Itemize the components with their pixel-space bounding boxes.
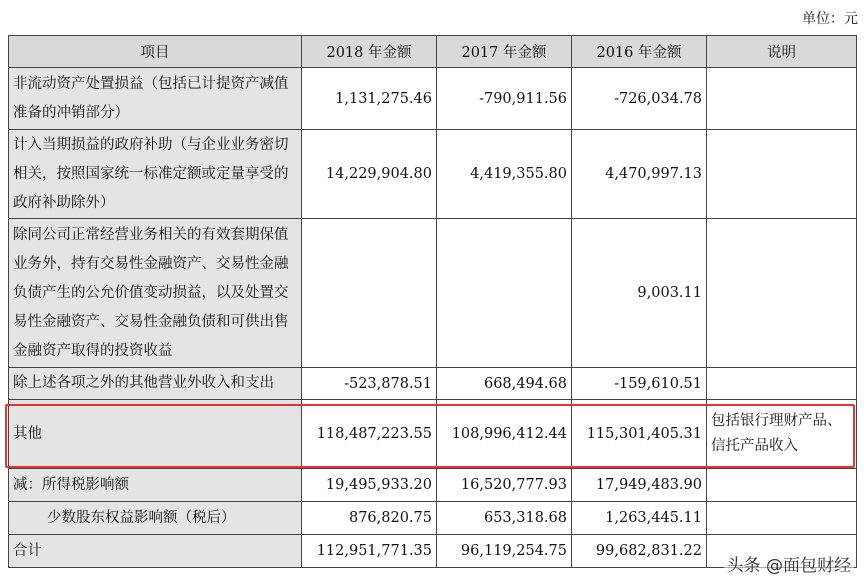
row-value-2016: 99,682,831.22: [572, 535, 707, 568]
table-row: [9, 469, 857, 502]
header-item: 项目: [9, 36, 302, 68]
row-value-2017: 653,318.68: [437, 502, 572, 535]
row-value-2016: 115,301,405.31: [572, 400, 707, 469]
watermark: 头条 @面包财经: [724, 550, 854, 577]
row-value-2017: [437, 219, 572, 368]
row-value-2018: [302, 219, 437, 368]
non-recurring-gains-table: [8, 35, 857, 568]
row-value-2016: 9,003.11: [572, 219, 707, 368]
row-note: [707, 368, 857, 400]
row-note: [707, 219, 857, 368]
row-value-2018: 1,131,275.46: [302, 68, 437, 130]
row-value-2017: 108,996,412.44: [437, 400, 572, 469]
row-note: [707, 469, 857, 502]
table-row: [9, 502, 857, 535]
row-value-2018: 118,487,223.55: [302, 400, 437, 469]
row-note: [707, 502, 857, 535]
row-value-2017: 4,419,355.80: [437, 130, 572, 219]
row-item: 非流动资产处置损益（包括已计提资产减值准备的冲销部分）: [9, 68, 302, 130]
row-value-2016: 17,949,483.90: [572, 469, 707, 502]
row-item: 合计: [9, 535, 302, 568]
row-item: 少数股东权益影响额（税后）: [9, 502, 302, 535]
header-note: 说明: [707, 36, 857, 68]
row-value-2018: 19,495,933.20: [302, 469, 437, 502]
table-row: [9, 130, 857, 219]
header-2016: 2016 年金额: [572, 36, 707, 68]
row-value-2016: -726,034.78: [572, 68, 707, 130]
row-value-2017: 668,494.68: [437, 368, 572, 400]
table-row: [9, 219, 857, 368]
row-value-2018: 876,820.75: [302, 502, 437, 535]
row-note: 包括银行理财产品、信托产品收入: [707, 400, 857, 469]
row-value-2017: 16,520,777.93: [437, 469, 572, 502]
row-item: 计入当期损益的政府补助（与企业业务密切相关，按照国家统一标准定额或定量享受的政府补助除外）: [9, 130, 302, 219]
table-row: [9, 368, 857, 400]
row-value-2017: 96,119,254.75: [437, 535, 572, 568]
unit-label: 单位：元: [802, 11, 858, 27]
row-note: [707, 68, 857, 130]
row-value-2018: 14,229,904.80: [302, 130, 437, 219]
header-2017: 2017 年金额: [437, 36, 572, 68]
table-header-row: [9, 36, 857, 68]
row-item: 除同公司正常经营业务相关的有效套期保值业务外，持有交易性金融资产、交易性金融负债产生的公允价值变动损益，以及处置交易性金融资产、交易性金融负债和可供出售金融资产取得的投资收益: [9, 219, 302, 368]
row-value-2016: 4,470,997.13: [572, 130, 707, 219]
table-row: [9, 68, 857, 130]
row-value-2018: -523,878.51: [302, 368, 437, 400]
row-value-2017: -790,911.56: [437, 68, 572, 130]
row-value-2016: 1,263,445.11: [572, 502, 707, 535]
row-item: 其他: [9, 400, 302, 469]
row-value-2018: 112,951,771.35: [302, 535, 437, 568]
row-item: 除上述各项之外的其他营业外收入和支出: [9, 368, 302, 400]
header-2018: 2018 年金额: [302, 36, 437, 68]
row-item: 减：所得税影响额: [9, 469, 302, 502]
row-note: [707, 130, 857, 219]
row-value-2016: -159,610.51: [572, 368, 707, 400]
highlight-box: [5, 404, 855, 468]
